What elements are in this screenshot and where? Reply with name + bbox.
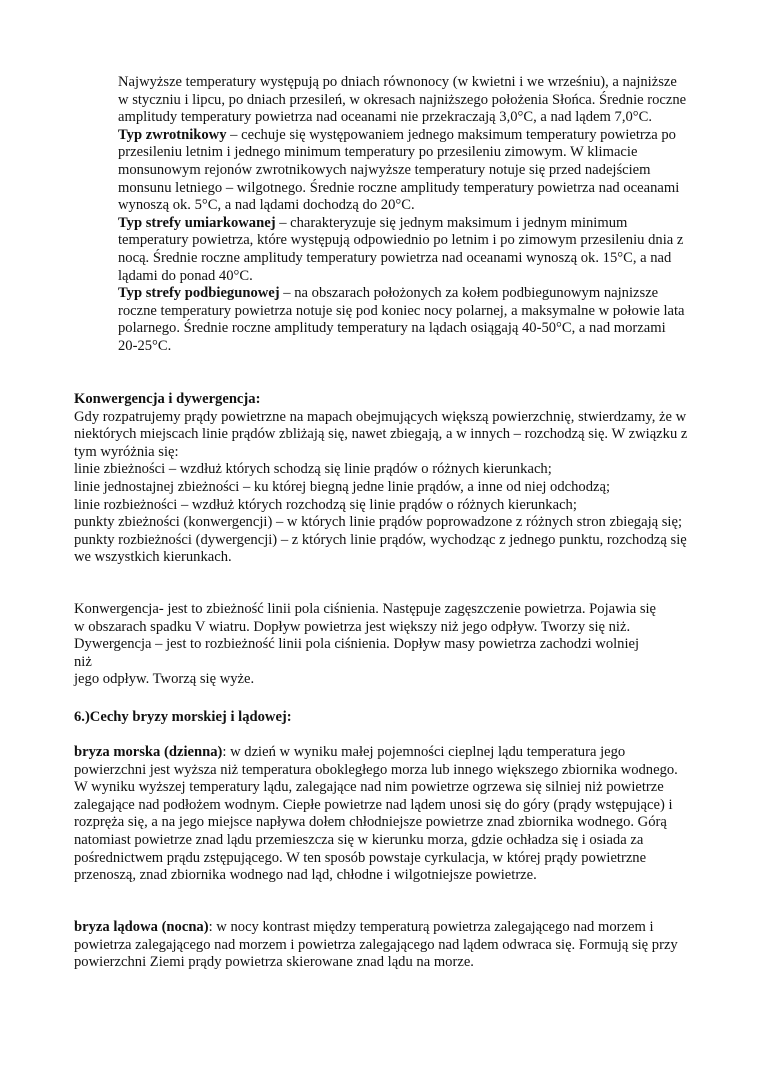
list-item: punkty rozbieżności (dywergencji) – z których linie prądów, wychodząc z jednego punktu, rozchodzą się we wszystkich kierunkach. [74,531,687,566]
convergence-intro: Gdy rozpatrujemy prądy powietrzne na mapach obejmujących większą powierzchnię, stwierdzamy, że w niektórych miejscach linie prądów zbliżają się, nawet zbiegają, a w innych – rozchodzą się. W związku z tym wyróżnia się: [74,408,688,460]
convergence-section [74,391,692,567]
tropical-type-paragraph [118,127,688,215]
land-breeze-paragraph [74,919,692,972]
breeze-heading-block [74,709,692,727]
convergence-definition [74,601,714,689]
list-item: punkty zbieżności (konwergencji) – w których linie prądów poprowadzone z różnych stron zbiegają się; [74,514,683,531]
sea-breeze-block [74,744,692,885]
temperate-type-label: Typ strefy umiarkowanej [118,214,276,231]
definition-line: Konwergencja- jest to zbieżność linii pola ciśnienia. Następuje zagęszczenie powietrza. Pojawia się [74,601,657,617]
definition-line: Dywergencja – jest to rozbieżność linii pola ciśnienia. Dopływ masy powietrza zachodzi wolniej [74,636,640,653]
tropical-type-text: – cechuje się występowaniem jednego maksimum temperatury powietrza po przesileniu letnim i jednego minimum temperatury po przesileniu zimowym. W klimacie monsunowym rejonów zwrotnikowych najwyższe temperatury notuje się przed nadejściem monsunu letniego – wilgotnego. Średnie roczne amplitudy temperatury powietrza nad oceanami wynoszą ok. 5°C, a nad lądami dochodzą do 20°C. [118,126,680,214]
climate-intro-paragraph: Najwyższe temperatury występują po dniach równonocy (w kwietni i we wrześniu), a najniższe w styczniu i lipcu, po dniach przesileń, w okresach najniższego położenia Słońca. Średnie roczne amplitudy temperatury powietrza nad oceanami nie przekraczają 3,0°C, a nad lądem 7,0°C. [118,74,687,126]
list-item: linie zbieżności – wzdłuż których schodzą się linie prądów o różnych kierunkach; [74,461,552,478]
list-item: linie rozbieżności – wzdłuż których rozchodzą się linie prądów o różnych kierunkach; [74,496,577,513]
land-breeze-block [74,919,692,972]
subpolar-type-paragraph [118,285,688,355]
sea-breeze-paragraph [74,744,692,885]
land-breeze-text: : w nocy kontrast między temperaturą powietrza zalegającego nad morzem i powietrza zalegającego nad morzem i powietrza zalegającego nad lądem odwraca się. Formują się przy powierzchni Ziemi prądy powietrza skierowane znad lądu na morze. [74,919,678,971]
temperate-type-paragraph [118,215,688,285]
tropical-type-label: Typ zwrotnikowy [118,126,227,143]
subpolar-type-label: Typ strefy podbiegunowej [118,285,280,302]
definition-line: jego odpływ. Tworzą się wyże. [74,671,255,688]
breeze-heading: 6.)Cechy bryzy morskiej i lądowej: [74,709,292,725]
climate-types-section [118,74,688,356]
temperate-type-text: – charakteryzuje się jednym maksimum i jednym minimum temperatury powietrza, które występują odpowiednio po letnim i po zimowym przesileniu dnia z nocą. Średnie roczne amplitudy temperatury powietrza nad oceanami wynoszą ok. 15°C, a nad lądami do ponad 40°C. [118,214,684,284]
land-breeze-label: bryza lądowa (nocna) [74,919,209,935]
list-item: linie jednostajnej zbieżności – ku której biegną jedne linie prądów, a inne od niej odchodzą; [74,478,611,495]
sea-breeze-label: bryza morska (dzienna) [74,744,223,760]
sea-breeze-text: : w dzień w wyniku małej pojemności cieplnej lądu temperatura jego powierzchni jest wyższa niż temperatura obokległego morza lub innego większego zbiornika wodnego. W wyniku wyższej temperatury lądu, zalegające nad nim powietrze ogrzewa się silniej niż powietrze zalegające nad podłożem wodnym. Ciepłe powietrze nad lądem unosi się do góry (prądy wstępujące) i rozpręża się, a na jego miejsce napływa dołem chłodniejsze powietrze znad zbiornika wodnego. Górą natomiast powietrze znad lądu przemieszcza się w kierunku morza, gdzie ochładza się i osiada za pośrednictwem prądu zstępującego. W ten sposób powstaje cyrkulacja, w której prądy powietrzne przenoszą, znad zbiornika wodnego nad ląd, chłodne i wilgotniejsze powietrze. [74,744,678,884]
definition-line: w obszarach spadku V wiatru. Dopływ powietrza jest większy niż jego odpływ. Tworzy się niż. [74,618,631,635]
convergence-heading: Konwergencja i dywergencja: [74,391,261,407]
definition-line: niż [74,653,92,670]
subpolar-type-text: – na obszarach położonych za kołem podbiegunowym najnizsze roczne temperatury powietrza notuje się pod koniec nocy polarnej, a maksymalne w połowie lata polarnego. Średnie roczne amplitudy temperatury na lądach osiągają 40-50°C, a nad morzami 20-25°C. [118,285,685,354]
